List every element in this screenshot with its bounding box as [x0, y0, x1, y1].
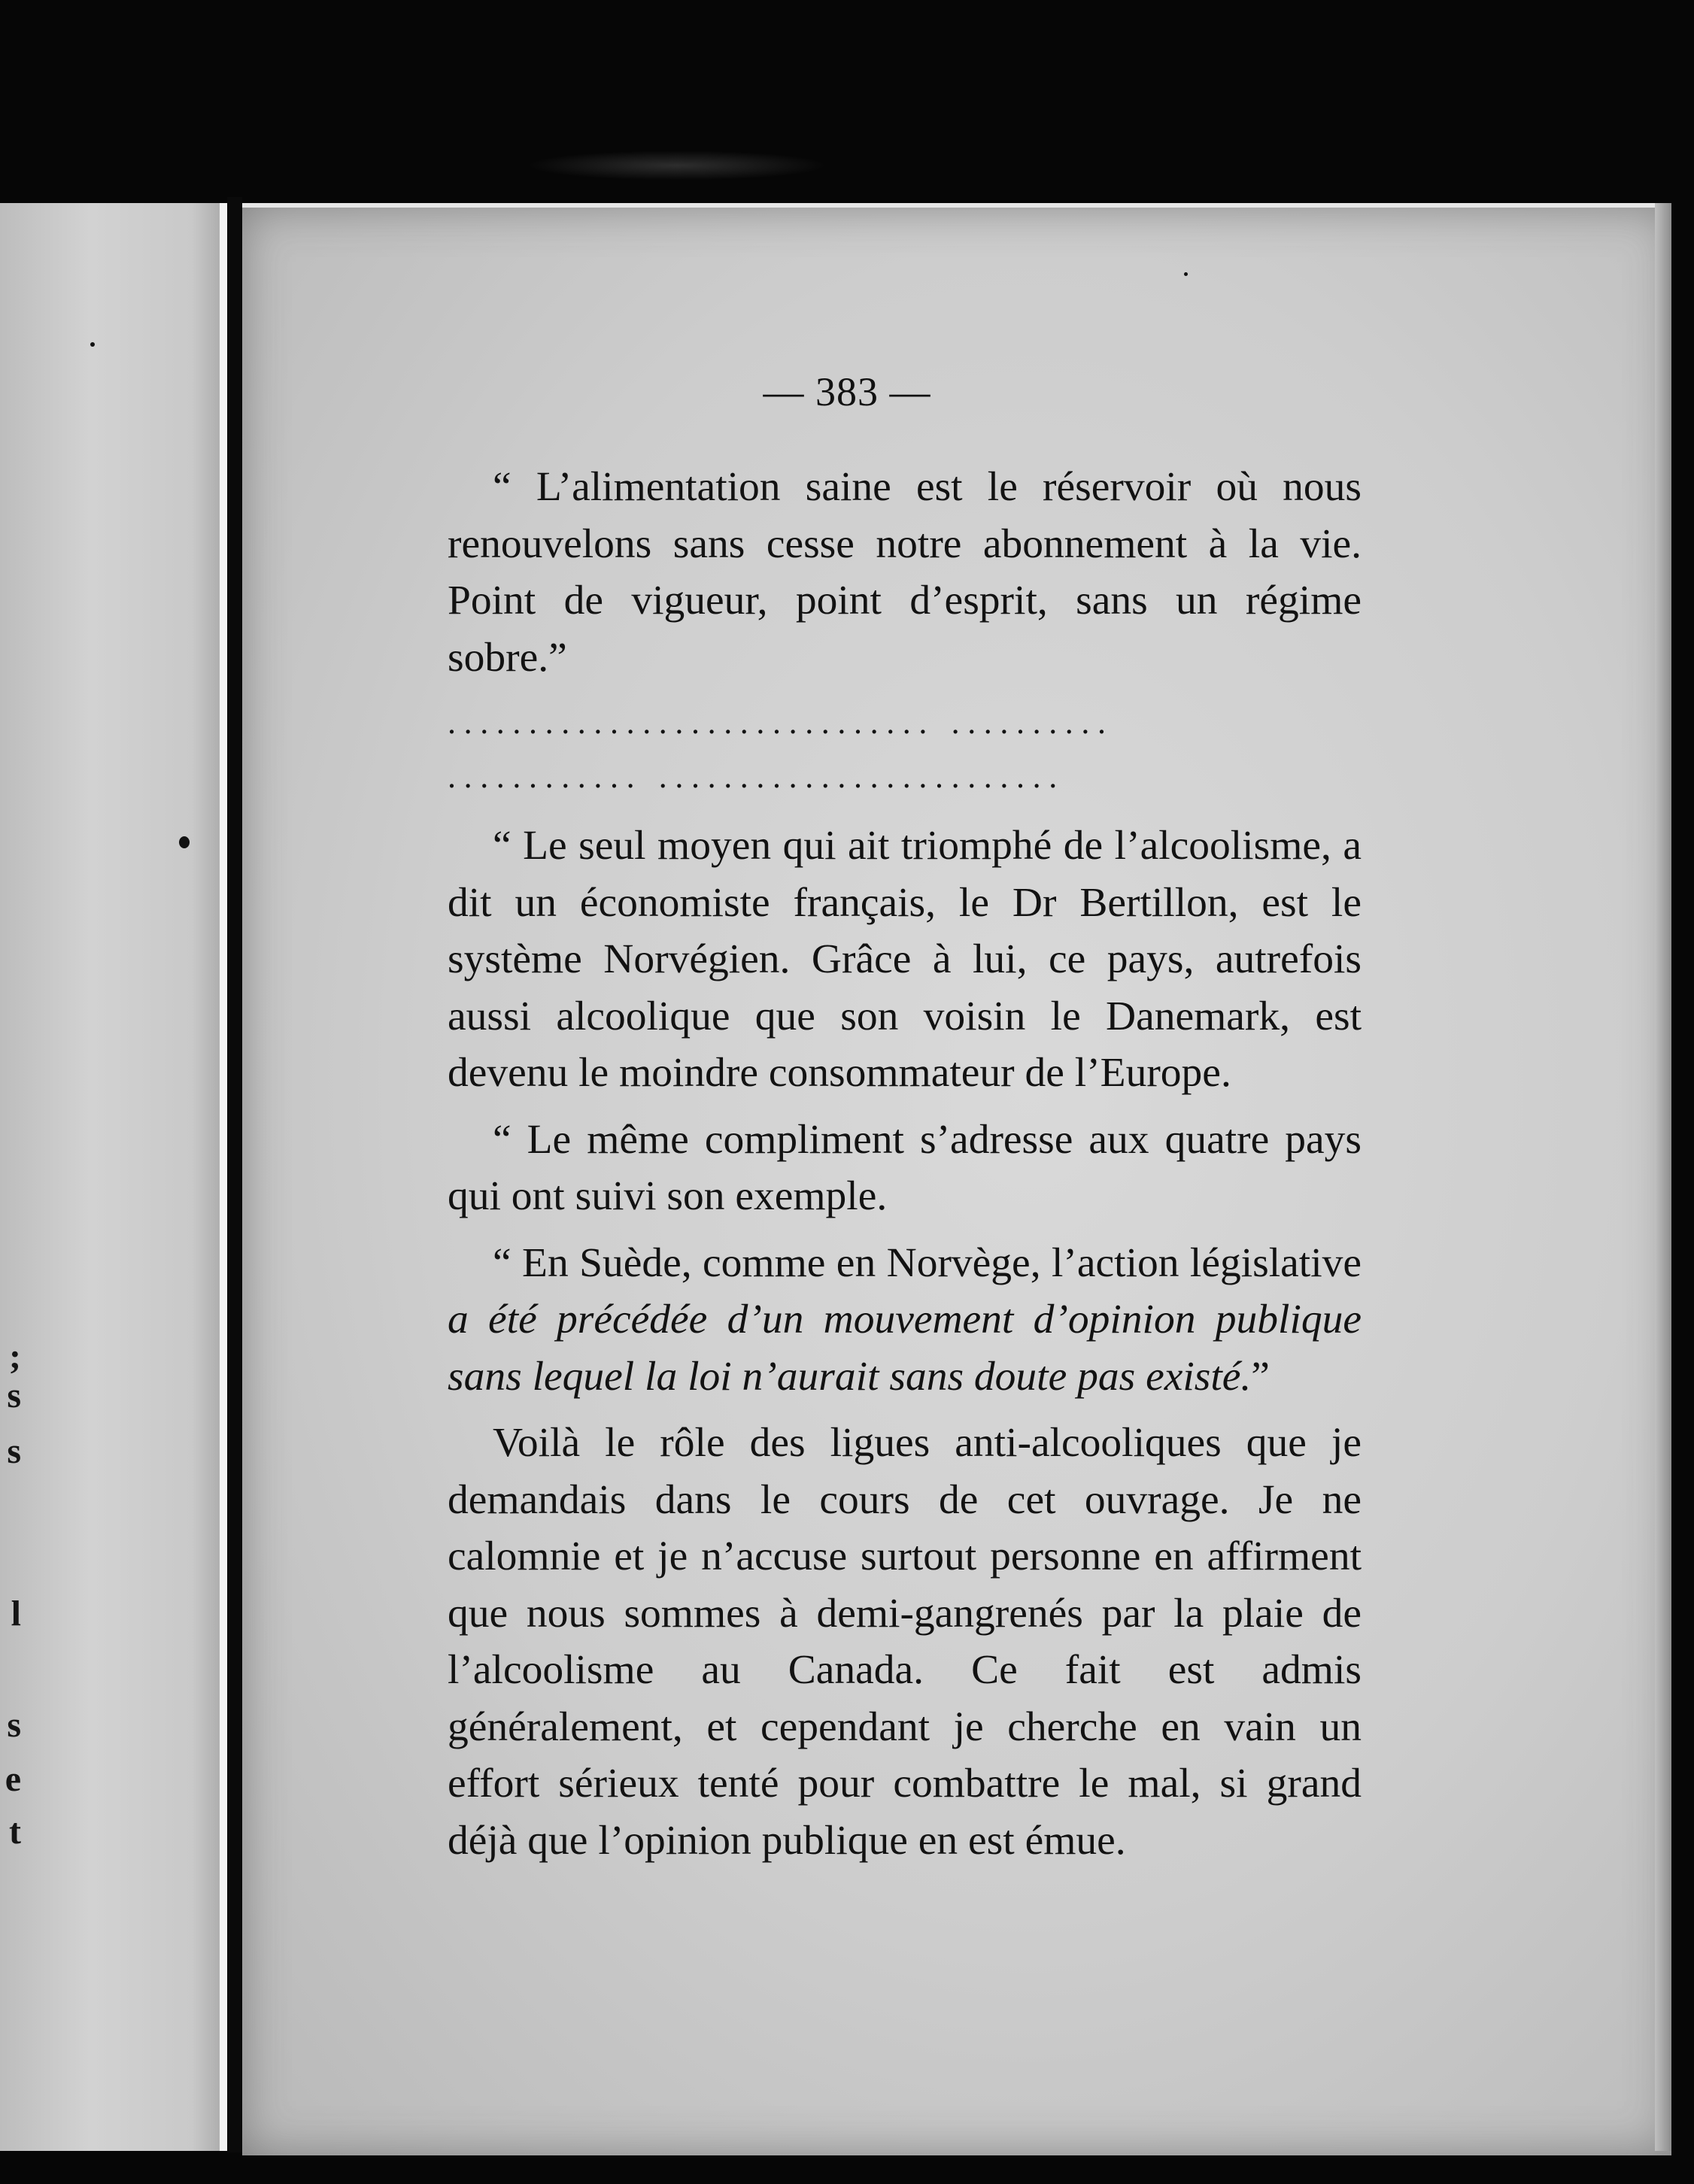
left-margin-fragment: t — [9, 1812, 21, 1852]
left-margin-fragment: ; — [9, 1336, 21, 1376]
page-body — [448, 459, 1362, 1879]
ink-speck — [90, 342, 95, 347]
suede-text-roman: “ En Suède, comme en Norvège, l’action législative — [493, 1239, 1362, 1286]
left-margin-fragment: s — [7, 1705, 21, 1745]
paragraph-ligues-anti-alcooliques: Voilà le rôle des ligues anti-alcooliques que je demandais dans le cours de cet ouvrage. Je ne calomnie et je n’accuse surtout personne en affirment que nous sommes à demi-gangrenés par la plaie de l’alcoolisme au Canada. Ce fait est admis généralement, et cependant je cherche en vain un effort sérieux tenté pour combattre le mal, si grand déjà que l’opinion publique en est émue. — [448, 1420, 1362, 1864]
previous-page-edge — [220, 203, 227, 2151]
left-margin-fragment: s — [7, 1376, 21, 1415]
left-margin-fragment: l — [11, 1594, 21, 1633]
left-margin-fragment: e — [5, 1759, 21, 1799]
ellipsis-line: ............ ......................... — [448, 758, 1065, 795]
previous-page-fragment — [0, 203, 226, 2151]
ellipsis-line: .............................. .......... — [448, 704, 1114, 741]
page-right-edge — [1655, 203, 1671, 2151]
left-margin-fragment: s — [7, 1431, 21, 1471]
paragraph-quote-alimentation: “ L’alimentation saine est le réservoir où nous renouvelons sans cesse notre abonnement à la vie. Point de vigueur, point d’esprit, sans un régime sobre.” — [448, 464, 1362, 681]
paragraph-quote-compliment: “ Le même compliment s’adresse aux quatre pays qui ont suivi son exemple. — [448, 1116, 1362, 1219]
suede-closing-quote: ” — [1251, 1353, 1270, 1400]
paragraph-quote-bertillon: “ Le seul moyen qui ait triomphé de l’alcoolisme, a dit un économiste français, le Dr Bertillon, est le système Norvégien. Grâce à lui, ce pays, autrefois aussi alcoolique que son voisin le Danemark, est devenu le moindre consommateur de l’Europe. — [448, 823, 1362, 1096]
scan-smudge — [527, 150, 827, 180]
book-gutter — [227, 197, 242, 2152]
paragraph-quote-suede — [448, 1235, 1362, 1406]
ink-speck — [1184, 272, 1188, 276]
page-number: — 383 — — [763, 369, 931, 414]
suede-text-italic: a été précédée d’un mouvement d’opinion publique sans lequel la loi n’aurait sans doute pas existé. — [448, 1297, 1362, 1400]
ink-speck — [179, 836, 190, 848]
